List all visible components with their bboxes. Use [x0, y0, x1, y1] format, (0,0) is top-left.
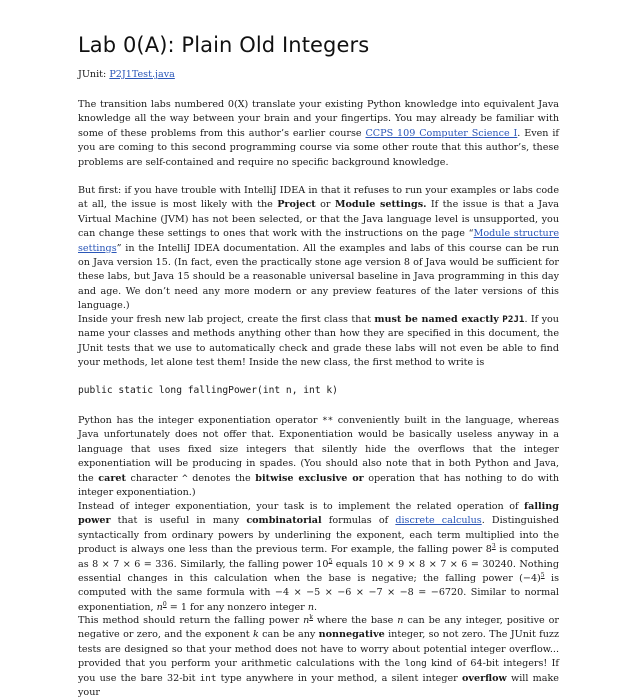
- spec-text-7: type anywhere in your method, a silent integer: [216, 672, 462, 684]
- exp-text-2: conveniently built in the language, whereas Java unfortunately does not offer that. Exponentiation would be basically useless anyway in a language that uses fixed size integers that silently hide the overflows that the integer exponentiation will be producing in spades. (You should also note that in both Python and Java, the: [78, 415, 559, 484]
- intellij-text-4: ” in the IntelliJ IDEA documentation. All the examples and labs of this course can be run on Java version 15. (In fact, even the practically stone age version 8 of Java would be sufficient for these labs, but Java 15 should be a reasonable universal baseline in Java programming in this day and age. We don’t need any more modern or any preview features of the later versions of this language.): [78, 242, 559, 312]
- discrete-calculus-link[interactable]: discrete calculus: [395, 515, 482, 527]
- exponent-5b: 5: [540, 571, 545, 579]
- project-bold: Project: [277, 199, 316, 211]
- var-n-3: n: [303, 615, 310, 626]
- class-text-1: Inside your fresh new lab project, create the first class that: [78, 314, 375, 325]
- junit-test-link[interactable]: P2J1Test.java: [109, 69, 175, 80]
- intro-text-2: . Even if you are coming to this second programming course via some other route that this author’s, these problems are self-contained and require no specific background knowledge.: [78, 127, 559, 168]
- intellij-text-1: But first: if you have trouble with IntelliJ IDEA in that it refuses to run your examples or labs code at all, the issue is most likely with the: [78, 185, 559, 211]
- nonnegative-bold: nonnegative: [318, 629, 385, 641]
- method-signature-code: public static long fallingPower(int n, int k): [78, 385, 338, 396]
- fp-text-9: .: [314, 601, 318, 613]
- spec-text-1: This method should return the falling power: [78, 615, 304, 626]
- intro-paragraph: [78, 98, 559, 170]
- ccps109-link[interactable]: CCPS 109 Computer Science I: [365, 127, 518, 139]
- exponent-k: k: [309, 613, 313, 621]
- class-name-paragraph: [78, 313, 559, 371]
- combinatorial-bold: combinatorial: [246, 515, 322, 527]
- intellij-text-2: or: [315, 199, 335, 211]
- fp-text-4: . Distinguished syntactically from ordinary powers by underlining the exponent, each term multiplied into the product is always one less than the previous term. For example, the falling power 8: [78, 515, 559, 556]
- var-n-4: n: [397, 615, 404, 626]
- must-be-named-bold: must be named exactly: [374, 314, 499, 325]
- spec-text-5: integer, so not zero. The JUnit fuzz tests are designed so that your method does not have to worry about potential integer overflow... provided that you perform your arithmetic calculations with the: [78, 629, 559, 670]
- junit-label: JUnit:: [78, 69, 110, 80]
- exponentiation-paragraph: [78, 414, 559, 500]
- falling-power-paragraph: [78, 500, 559, 615]
- spec-text-8: will make your: [78, 672, 559, 699]
- intellij-text-3: If the issue is that a Java Virtual Machine (JVM) has not been selected, or that the Java language level is unsupported, you can change these settings to ones that work with the instructions on the page “: [78, 199, 559, 240]
- fp-text-8: = 1 for any nonzero integer: [166, 601, 308, 613]
- var-n-1: n: [156, 601, 163, 613]
- exp-text-5: operation that has nothing to do with integer exponentiation.): [78, 472, 560, 499]
- int-code: int: [199, 672, 217, 684]
- falling-power-bold: falling power: [78, 501, 559, 527]
- spec-text-2: where the base: [312, 615, 398, 626]
- spec-text-3: can be any integer, positive or negative or zero, and the exponent: [78, 615, 559, 641]
- module-settings-bold: Module settings.: [334, 199, 427, 211]
- page-title: Lab 0(A): Plain Old Integers: [78, 33, 370, 57]
- fp-text-2: that is useful in many: [110, 515, 247, 527]
- fp-text-3: formulas of: [321, 515, 396, 527]
- var-k: k: [253, 629, 259, 641]
- exponent-0: 0: [162, 600, 167, 608]
- method-spec-paragraph: [78, 614, 559, 700]
- exponent-5a: 5: [328, 557, 333, 565]
- junit-reference: [78, 69, 175, 80]
- spec-text-4: can be any: [258, 629, 319, 641]
- spec-text-6: kind of 64-bit integers! If you use the bare 32-bit: [78, 658, 559, 684]
- class-name-code: P2J1: [502, 314, 525, 325]
- exp-text-4: denotes the: [187, 472, 256, 484]
- caret-code: ^: [182, 472, 188, 484]
- class-text-2: . If you name your classes and methods anything other than how they are specified in this document, the JUnit tests that we use to automatically check and grade these labs will not even be able to find your methods, let alone test them! Inside the new class, the first method to write is: [78, 314, 559, 369]
- exp-text-1: Python has the integer exponentiation operator: [78, 415, 323, 426]
- intellij-paragraph: [78, 184, 559, 314]
- fp-text-5: is computed as 8 × 7 × 6 = 336. Similarly, the falling power 10: [78, 544, 559, 570]
- fp-text-1: Instead of integer exponentiation, your task is to implement the related operation of: [78, 501, 525, 512]
- bitwise-xor-bold: bitwise exclusive or: [255, 472, 364, 484]
- long-code: long: [404, 658, 427, 670]
- fp-text-6: equals 10 × 9 × 8 × 7 × 6 = 30240. Nothing essential changes in this calculation when the base is negative; the falling power (−4): [78, 558, 559, 585]
- fp-text-7: is computed with the same formula with −4 × −5 × −6 × −7 × −8 = −6720. Similar to normal exponentiation,: [78, 573, 559, 613]
- power-operator-code: **: [322, 415, 334, 426]
- overflow-bold: overflow: [462, 672, 507, 684]
- module-structure-link[interactable]: Module structure settings: [78, 228, 559, 254]
- intro-text-1: The transition labs numbered 0(X) translate your existing Python knowledge into equivalent Java knowledge all the way between your brain and your fingertips. You may already be familiar with some of these problems from this author’s earlier course: [78, 99, 559, 139]
- exp-text-3: character: [125, 472, 183, 484]
- exponent-3: 3: [491, 543, 496, 551]
- var-n-2: n: [307, 601, 315, 613]
- caret-bold: caret: [98, 472, 126, 484]
